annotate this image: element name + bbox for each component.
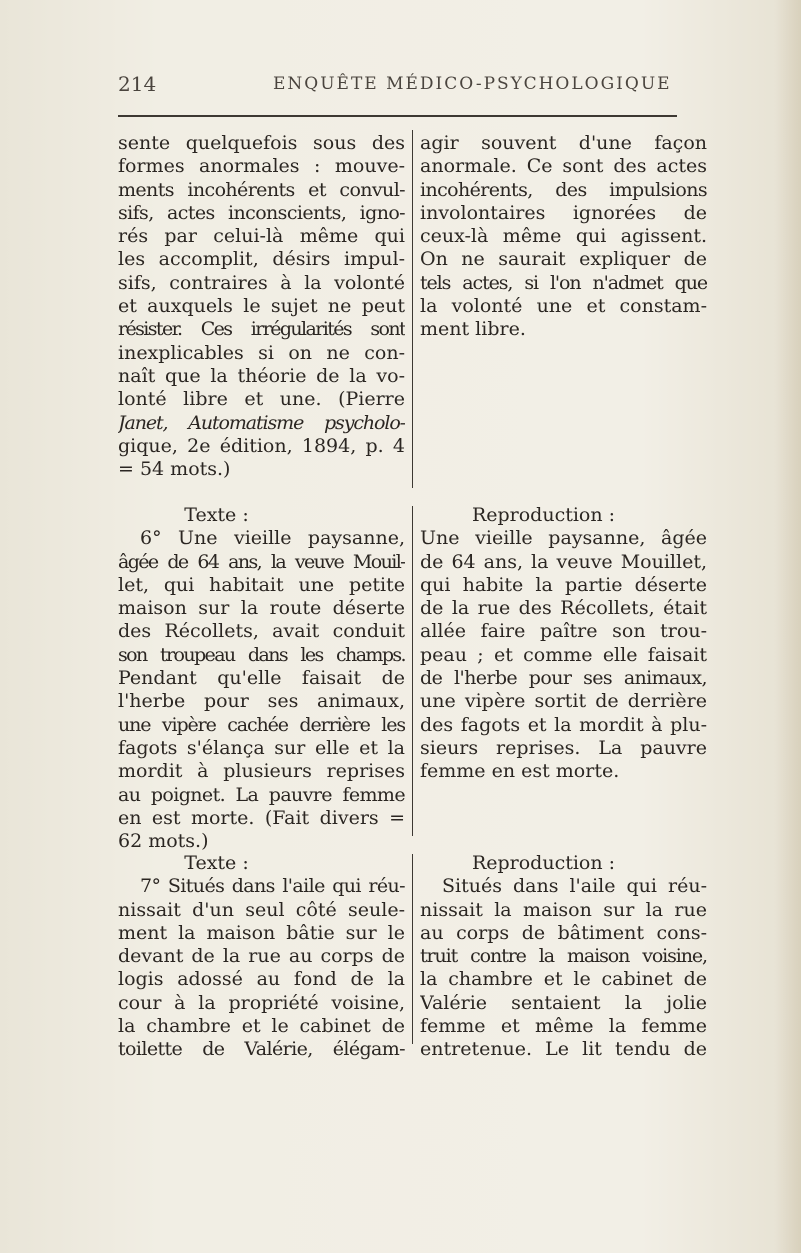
text-line: ceux-là même qui agissent. xyxy=(420,225,707,248)
text-line: sente quelquefois sous des xyxy=(118,132,405,154)
text-line: cour à la propriété voisine, xyxy=(118,991,405,1014)
text-line: anormale. Ce sont des actes xyxy=(420,155,707,178)
text-line: les accomplit, désirs impul- xyxy=(118,248,405,271)
text-line: nissait d'un seul côté seule- xyxy=(118,898,405,921)
text-line: maison sur la route déserte xyxy=(118,597,405,620)
text-line: inexplicables si on ne con- xyxy=(118,341,405,364)
text-line: incohérents, des impulsions xyxy=(420,178,707,201)
text-line: = 54 mots.) xyxy=(118,458,231,481)
text-line: résister. Ces irrégularités sont xyxy=(118,318,405,341)
text-line: femme et même la femme xyxy=(420,1015,707,1038)
text-line: tels actes, si l'on n'admet que xyxy=(420,271,707,294)
page-number: 214 xyxy=(118,72,157,96)
text-line: gique, 2e édition, 1894, p. 4 xyxy=(118,434,405,457)
text-line: logis adossé au fond de la xyxy=(118,968,405,991)
text-line: au poignet. La pauvre femme xyxy=(118,783,405,806)
block2-left-column xyxy=(118,504,405,853)
reproduction-heading: Reproduction : xyxy=(471,504,616,526)
text-line: au corps de bâtiment cons- xyxy=(420,921,707,944)
text-line: des fagots et la mordit à plu- xyxy=(420,713,707,736)
column-separator xyxy=(412,130,413,488)
text-line: toilette de Valérie, élégam- xyxy=(118,1038,405,1061)
text-line: femme en est morte. xyxy=(420,760,620,783)
text-line: la volonté une et constam- xyxy=(420,295,707,318)
text-line: une vipère sortit de derrière xyxy=(420,690,707,713)
text-line: agir souvent d'une façon xyxy=(420,132,707,154)
header-rule xyxy=(118,115,677,117)
text-line: truit contre la maison voisine, xyxy=(420,945,707,968)
texte-heading: Texte : xyxy=(184,852,249,874)
text-line: et auxquels le sujet ne peut xyxy=(118,295,405,318)
text-line: ments incohérents et convul- xyxy=(118,178,405,201)
text-line: rés par celui-là même qui xyxy=(118,225,405,248)
text-line: Une vieille paysanne, âgée xyxy=(420,527,707,550)
text-line: entretenue. Le lit tendu de xyxy=(420,1038,707,1061)
text-line: Pendant qu'elle faisait de xyxy=(118,667,405,690)
texte-heading: Texte : xyxy=(184,504,249,526)
text-line: sifs, contraires à la volonté xyxy=(118,271,405,294)
text-line: sifs, actes inconscients, igno- xyxy=(118,201,405,224)
page-edge-shadow xyxy=(775,0,801,1253)
text-line: involontaires ignorées de xyxy=(420,201,707,224)
text-line: en est morte. (Fait divers = xyxy=(118,806,405,829)
page-header xyxy=(118,72,678,102)
text-line: ment la maison bâtie sur le xyxy=(118,921,405,944)
text-line: mordit à plusieurs reprises xyxy=(118,760,405,783)
text-line: fagots s'élança sur elle et la xyxy=(118,736,405,759)
text-line: 7° Situés dans l'aile qui réu- xyxy=(140,875,405,898)
reproduction-heading: Reproduction : xyxy=(471,852,616,874)
text-line: Valérie sentaient la jolie xyxy=(420,991,707,1014)
text-line: nissait la maison sur la rue xyxy=(420,898,707,921)
column-separator xyxy=(412,506,413,836)
text-line: devant de la rue au corps de xyxy=(118,945,405,968)
text-line: la chambre et le cabinet de xyxy=(420,968,707,991)
text-line: lonté libre et une. (Pierre xyxy=(118,388,405,411)
text-line: allée faire paître son trou- xyxy=(420,620,707,643)
text-line: une vipère cachée derrière les xyxy=(118,713,405,736)
text-line: de 64 ans, la veuve Mouillet, xyxy=(420,550,707,573)
block3-right-column xyxy=(420,852,707,1062)
text-line: On ne saurait expliquer de xyxy=(420,248,707,271)
text-line: sieurs reprises. La pauvre xyxy=(420,736,707,759)
text-line: 62 mots.) xyxy=(118,830,209,853)
text-line: de la rue des Récollets, était xyxy=(420,597,707,620)
text-line: la chambre et le cabinet de xyxy=(118,1015,405,1038)
text-line: l'herbe pour ses animaux, xyxy=(118,690,405,713)
text-line: qui habite la partie déserte xyxy=(420,573,707,596)
text-line: let, qui habitait une petite xyxy=(118,573,405,596)
block2-right-column xyxy=(420,504,707,784)
text-line: peau ; et comme elle faisait xyxy=(420,643,707,666)
block1-left-column xyxy=(118,132,405,481)
running-title: ENQUÊTE MÉDICO-PSYCHOLOGIQUE xyxy=(273,74,672,94)
text-line: son troupeau dans les champs. xyxy=(118,643,405,666)
text-line: des Récollets, avait conduit xyxy=(118,620,405,643)
text-line: Janet, Automatisme psycholo- xyxy=(118,411,405,434)
column-separator xyxy=(412,854,413,1044)
text-line: formes anormales : mouve- xyxy=(118,155,405,178)
text-line: âgée de 64 ans, la veuve Mouil- xyxy=(118,550,405,573)
text-line: 6° Une vieille paysanne, xyxy=(140,527,405,550)
text-line: Situés dans l'aile qui réu- xyxy=(442,875,707,898)
block3-left-column xyxy=(118,852,405,1062)
text-line: ment libre. xyxy=(420,318,526,341)
text-line: de l'herbe pour ses animaux, xyxy=(420,667,707,690)
block1-right-column xyxy=(420,132,707,342)
text-line: naît que la théorie de la vo- xyxy=(118,364,405,387)
